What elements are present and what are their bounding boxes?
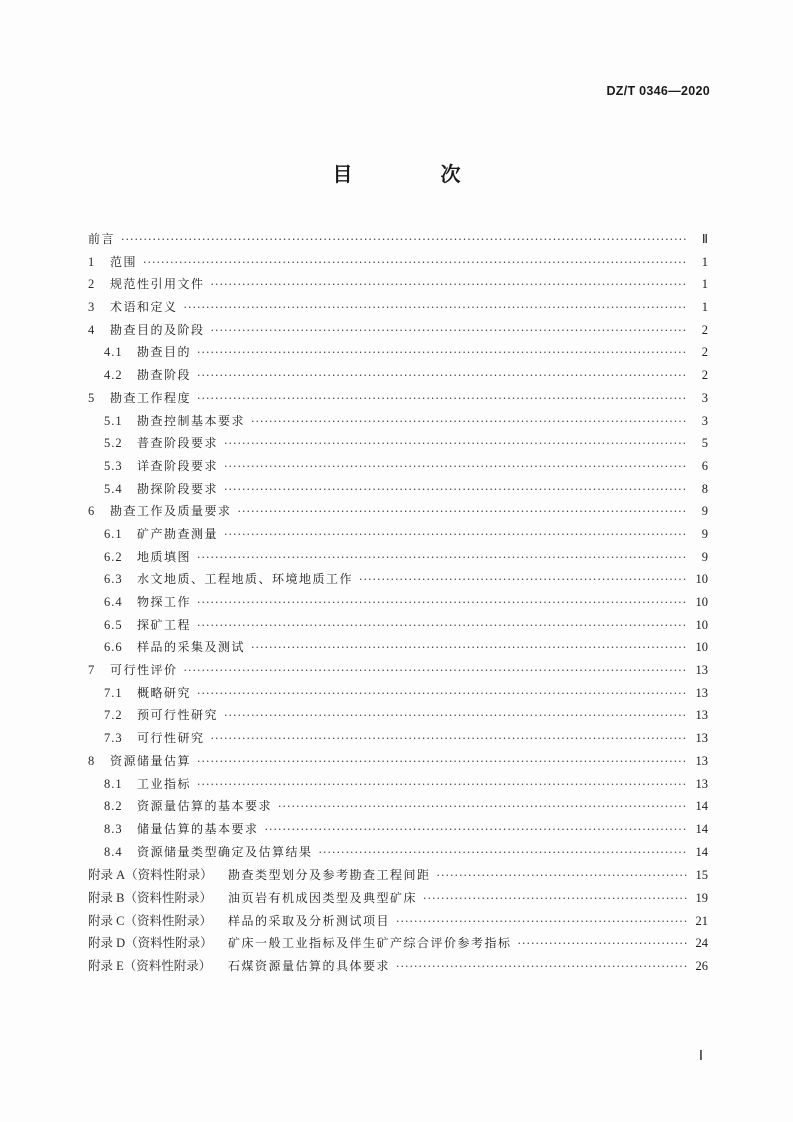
toc-entry-page: 1 (701, 300, 708, 315)
toc-entry-label: 样品的采集及测试 (137, 640, 246, 655)
toc-entry-number: 8.1 (104, 776, 123, 791)
toc-entry[interactable] (88, 797, 708, 820)
toc-entry-label: 概略研究 (137, 685, 192, 700)
toc-entry-page: 8 (701, 481, 708, 496)
toc-entry-label: 矿床一般工业指标及伴生矿产综合评价参考指标 (228, 936, 512, 951)
toc-entry-page: 1 (701, 254, 708, 269)
toc-entry-number: 4.2 (104, 368, 123, 383)
page-title: 目 次 (332, 162, 495, 186)
toc-leader-dots (184, 301, 688, 314)
toc-entry-number: 6.6 (104, 640, 123, 655)
toc-entry-page: 9 (701, 504, 708, 519)
toc-entry-label: 储量估算的基本要求 (137, 821, 259, 836)
toc-entry-number: 附录 E（资料性附录） (88, 959, 212, 973)
toc-entry-number: 附录 D（资料性附录） (88, 936, 213, 951)
toc-entry-label: 探矿工程 (137, 617, 192, 632)
toc-entry-page: 5 (701, 436, 708, 451)
standard-code: DZ/T 0346—2020 (606, 84, 710, 98)
toc-leader-dots (224, 483, 688, 496)
toc-entry-number: 7.3 (104, 731, 123, 746)
toc-leader-dots (423, 892, 688, 905)
toc-entry-label: 勘查类型划分及参考勘查工程间距 (228, 868, 431, 883)
toc-entry-page: 1 (701, 277, 708, 292)
toc-entry[interactable] (88, 570, 708, 593)
toc-entry-label: 勘查控制基本要求 (137, 413, 246, 428)
toc-leader-dots (238, 505, 688, 518)
toc-entry-label: 矿产勘查测量 (137, 526, 219, 541)
toc-entry-label: 预可行性研究 (137, 708, 219, 723)
toc-entry-page: Ⅱ (701, 232, 708, 246)
toc-entry-page: 19 (695, 890, 708, 905)
toc-entry-label: 物探工作 (137, 595, 192, 609)
toc-leader-dots (319, 846, 688, 859)
toc-entry-label: 油页岩有机成因类型及典型矿床 (228, 890, 418, 905)
toc-entry-number: 5.3 (104, 458, 123, 473)
toc-entry-number: 附录 C（资料性附录） (88, 913, 212, 928)
toc-leader-dots (211, 278, 688, 291)
toc-entry[interactable] (88, 321, 708, 344)
toc-leader-dots (518, 937, 688, 950)
toc-entry-number: 6.2 (104, 549, 123, 564)
toc-leader-dots (197, 755, 688, 768)
toc-entry-label: 可行性评价 (110, 663, 178, 678)
toc-leader-dots (396, 960, 688, 973)
toc-entry-label: 勘查工作及质量要求 (110, 504, 232, 519)
toc-entry[interactable] (88, 457, 708, 480)
toc-entry-page: 10 (695, 595, 708, 609)
toc-entry-page: 3 (701, 413, 708, 428)
toc-entry[interactable] (88, 525, 708, 548)
toc-entry-page: 10 (695, 572, 708, 587)
toc-entry-label: 样品的采取及分析测试项目 (228, 913, 391, 928)
toc-entry-page: 9 (701, 549, 708, 564)
toc-entry-number: 7.2 (104, 708, 123, 723)
toc-leader-dots (197, 346, 688, 359)
toc-entry-number: 8 (88, 753, 95, 768)
toc-entry-label: 石煤资源量估算的具体要求 (228, 959, 391, 973)
toc-leader-dots (224, 709, 688, 722)
toc-entry-label: 规范性引用文件 (110, 277, 205, 292)
toc-entry-page: 14 (695, 821, 708, 836)
toc-entry-label: 可行性研究 (137, 731, 205, 746)
toc-entry[interactable] (88, 366, 708, 389)
toc-entry-label: 勘查目的及阶段 (110, 322, 205, 337)
toc-entry-number: 4 (88, 322, 95, 337)
toc-entry-page: 6 (701, 458, 708, 473)
toc-leader-dots (197, 619, 688, 632)
toc-entry-page: 13 (695, 663, 708, 678)
toc-entry-number: 5.4 (104, 481, 123, 496)
toc-entry-page: 21 (695, 913, 708, 928)
toc-entry-label: 资源储量类型确定及估算结果 (137, 844, 313, 859)
toc-entry-label: 详查阶段要求 (137, 458, 219, 473)
toc-entry-label: 地质填图 (137, 549, 192, 564)
toc-entry-number: 1 (88, 254, 95, 269)
page-number: Ⅰ (698, 1049, 703, 1064)
toc-leader-dots (197, 778, 688, 791)
toc-entry[interactable] (88, 593, 708, 616)
toc-entry[interactable] (88, 888, 708, 911)
toc-entry[interactable] (88, 775, 708, 798)
toc-entry-number: 6.5 (104, 617, 123, 632)
toc-entry-number: 6 (88, 504, 95, 519)
toc-entry[interactable] (88, 502, 708, 525)
toc-entry-page: 14 (695, 844, 708, 859)
toc-entry-label: 术语和定义 (110, 300, 178, 315)
table-of-contents (88, 230, 708, 979)
toc-entry[interactable] (88, 684, 708, 707)
toc-entry[interactable] (88, 865, 708, 888)
toc-entry[interactable] (88, 230, 708, 253)
toc-entry[interactable] (88, 480, 708, 503)
toc-leader-dots (211, 324, 688, 337)
toc-leader-dots (211, 732, 688, 745)
toc-entry-page: 15 (695, 868, 708, 883)
toc-leader-dots (224, 460, 688, 473)
toc-entry[interactable] (88, 616, 708, 639)
toc-entry-page: 14 (695, 799, 708, 814)
toc-entry-number: 6.4 (104, 595, 123, 609)
toc-entry-page: 13 (695, 753, 708, 768)
toc-entry-number: 6.3 (104, 572, 123, 587)
toc-entry-page: 13 (695, 731, 708, 746)
toc-entry[interactable] (88, 752, 708, 775)
toc-entry-number: 5.1 (104, 413, 123, 428)
toc-entry[interactable] (88, 843, 708, 866)
toc-leader-dots (265, 823, 688, 836)
toc-entry-page: 13 (695, 776, 708, 791)
toc-leader-dots (251, 641, 688, 654)
toc-leader-dots (197, 369, 688, 382)
toc-entry-label: 资源储量估算 (110, 753, 192, 768)
toc-entry-page: 3 (701, 390, 708, 405)
toc-entry-page: 13 (695, 708, 708, 723)
toc-leader-dots (197, 551, 688, 564)
toc-leader-dots (396, 915, 688, 928)
toc-entry-number: 4.1 (104, 345, 123, 360)
toc-leader-dots (224, 437, 688, 450)
toc-entry[interactable] (88, 729, 708, 752)
toc-entry[interactable] (88, 275, 708, 298)
toc-leader-dots (121, 233, 688, 246)
toc-entry-page: 2 (701, 368, 708, 383)
toc-entry[interactable] (88, 343, 708, 366)
toc-entry-number: 7 (88, 663, 95, 678)
toc-leader-dots (197, 687, 688, 700)
toc-entry[interactable] (88, 434, 708, 457)
toc-entry-number: 8.3 (104, 821, 123, 836)
toc-entry-label: 勘查阶段 (137, 368, 192, 383)
toc-entry[interactable] (88, 548, 708, 571)
toc-entry[interactable] (88, 298, 708, 321)
toc-entry-page: 24 (695, 936, 708, 951)
toc-entry-page: 10 (695, 617, 708, 632)
toc-entry-label: 前言 (88, 232, 116, 246)
toc-entry-label: 勘查目的 (137, 345, 192, 360)
toc-entry[interactable] (88, 911, 708, 934)
toc-entry-page: 13 (695, 685, 708, 700)
toc-entry[interactable] (88, 389, 708, 412)
toc-leader-dots (224, 528, 688, 541)
toc-entry[interactable] (88, 661, 708, 684)
toc-leader-dots (143, 256, 688, 269)
toc-leader-dots (184, 664, 688, 677)
toc-entry[interactable] (88, 820, 708, 843)
toc-entry-number: 6.1 (104, 526, 123, 541)
toc-entry-page: 9 (701, 526, 708, 541)
toc-entry-number: 附录 A（资料性附录） (88, 868, 213, 883)
toc-entry[interactable] (88, 253, 708, 276)
toc-entry-number: 7.1 (104, 685, 123, 700)
toc-entry-number: 3 (88, 300, 95, 315)
toc-entry[interactable] (88, 956, 708, 979)
toc-entry-label: 勘探阶段要求 (137, 481, 219, 496)
toc-entry[interactable] (88, 933, 708, 956)
toc-entry[interactable] (88, 638, 708, 661)
toc-entry-number: 2 (88, 277, 95, 292)
toc-leader-dots (197, 392, 688, 405)
toc-entry-number: 8.2 (104, 799, 123, 814)
toc-entry-page: 2 (701, 322, 708, 337)
toc-entry-number: 5 (88, 390, 95, 405)
toc-entry-label: 水文地质、工程地质、环境地质工作 (137, 572, 354, 587)
toc-entry-label: 普查阶段要求 (137, 436, 219, 451)
toc-entry-label: 工业指标 (137, 776, 192, 791)
toc-entry[interactable] (88, 706, 708, 729)
toc-entry[interactable] (88, 412, 708, 435)
toc-entry-label: 资源量估算的基本要求 (137, 799, 273, 814)
toc-entry-number: 5.2 (104, 436, 123, 451)
toc-leader-dots (197, 596, 688, 609)
toc-entry-number: 附录 B（资料性附录） (88, 890, 212, 905)
toc-leader-dots (359, 573, 688, 586)
toc-entry-number: 8.4 (104, 844, 123, 859)
toc-leader-dots (251, 415, 688, 428)
toc-leader-dots (278, 800, 688, 813)
toc-entry-page: 2 (701, 345, 708, 360)
toc-entry-page: 10 (695, 640, 708, 655)
toc-leader-dots (437, 869, 688, 882)
toc-entry-label: 勘查工作程度 (110, 390, 192, 405)
toc-entry-label: 范围 (110, 254, 138, 269)
toc-entry-page: 26 (695, 959, 708, 973)
